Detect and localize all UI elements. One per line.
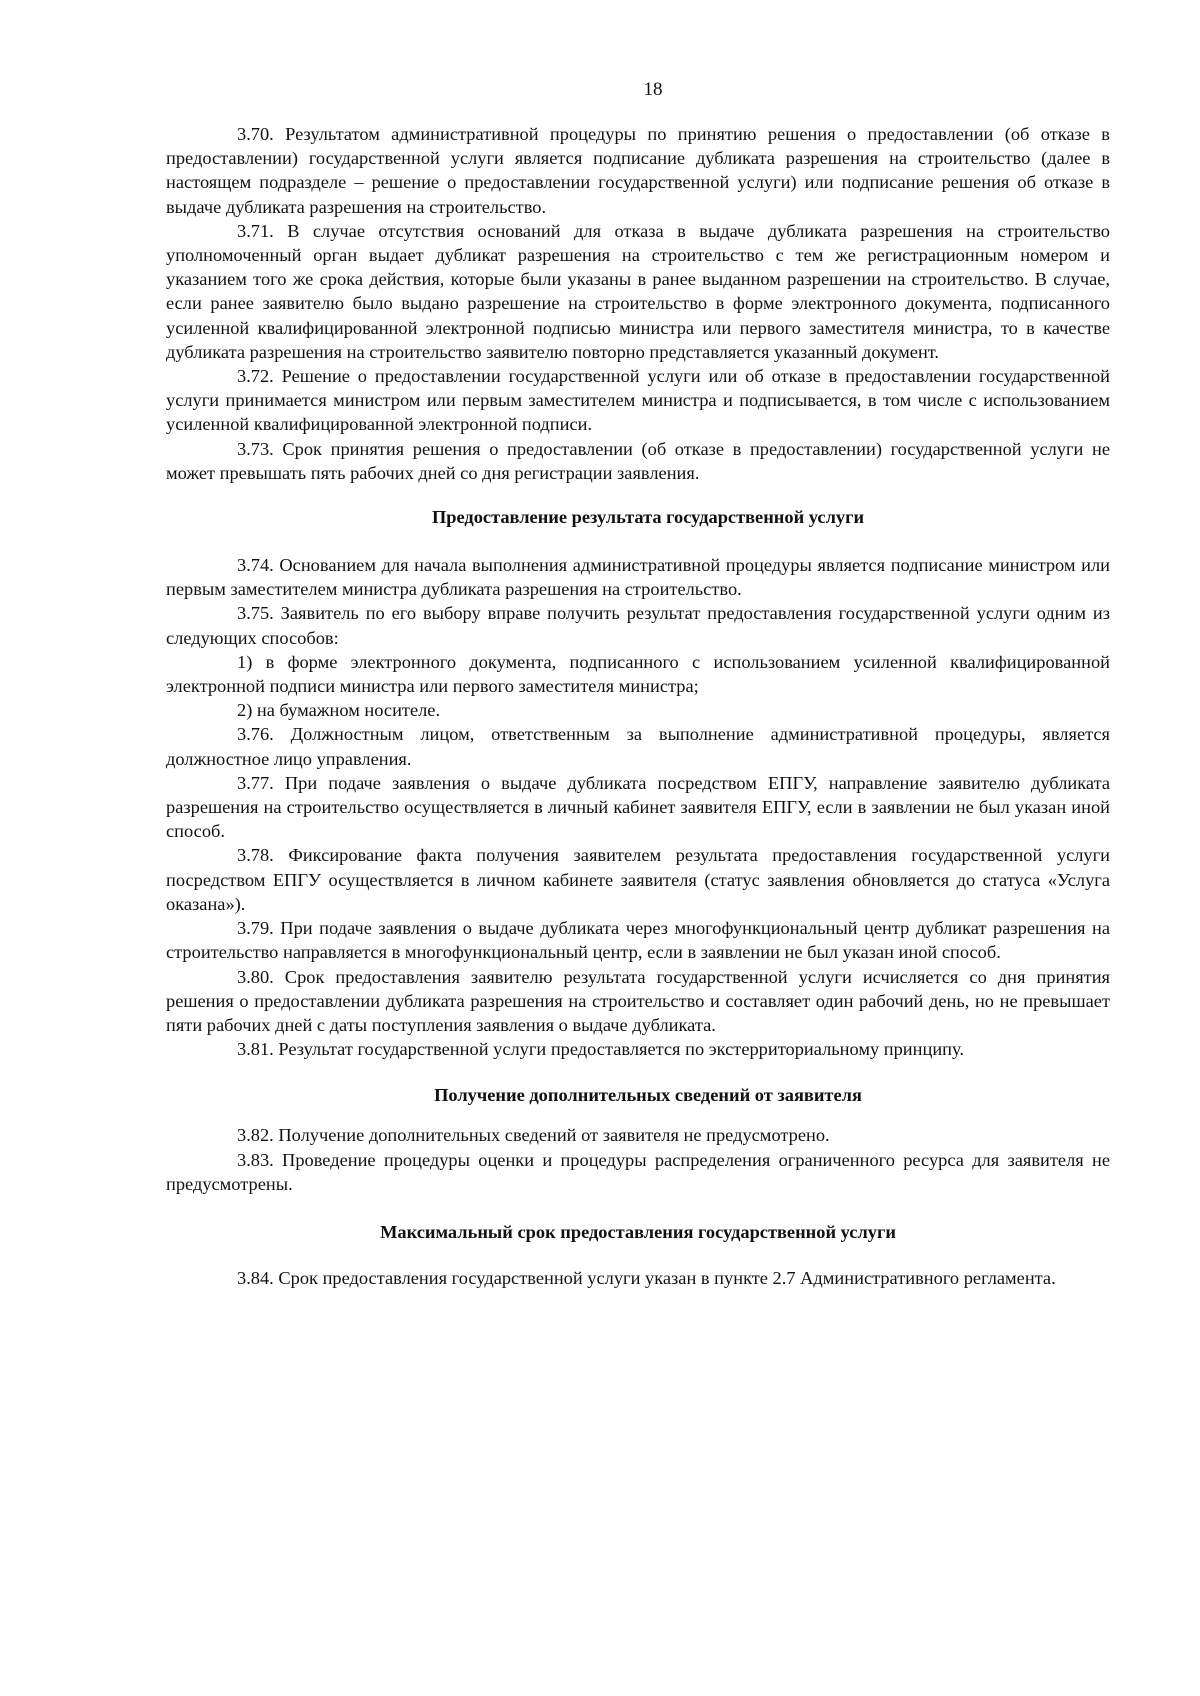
paragraph-3-72: 3.72. Решение о предоставлении государственной услуги или об отказе в предоставлении государственной услуги принимается министром или первым заместителем министра и подписывается, в том числе с использованием усиленной квалифицированной электронной подписи. bbox=[166, 366, 1110, 435]
paragraph-3-78: 3.78. Фиксирование факта получения заявителем результата предоставления государственной услуги посредством ЕПГУ осуществляется в личном кабинете заявителя (статус заявления обновляется до статуса «Услуга оказана»). bbox=[166, 845, 1110, 914]
paragraph-3-80: 3.80. Срок предоставления заявителю результата государственной услуги исчисляется со дня принятия решения о предоставлении дубликата разрешения на строительство и составляет один рабочий день, но не превышает пяти рабочих дней с даты поступления заявления о выдаче дубликата. bbox=[166, 966, 1110, 1035]
section-heading-max-term: Максимальный срок предоставления государственной услуги bbox=[380, 1221, 896, 1242]
paragraph-3-73: 3.73. Срок принятия решения о предоставлении (об отказе в предоставлении) государственной услуги не может превышать пять рабочих дней со дня регистрации заявления. bbox=[166, 438, 1110, 483]
paragraph-3-71: 3.71. В случае отсутствия оснований для отказа в выдаче дубликата разрешения на строительство уполномоченный орган выдает дубликат разрешения на строительство с тем же регистрационным номером и указанием того же срока действия, которые были указаны в ранее выданном разрешении на строительство. В случае, если ранее заявителю было выдано разрешение на строительство в форме электронного документа, подписанного усиленной квалифицированной электронной подписью министра или первого заместителя министра, то в качестве дубликата разрешения на строительство заявителю повторно представляется указанный документ. bbox=[166, 220, 1110, 362]
paragraph-3-77: 3.77. При подаче заявления о выдаче дубликата посредством ЕПГУ, направление заявителю дубликата разрешения на строительство осуществляется в личный кабинет заявителя ЕПГУ, если в заявлении не был указан иной способ. bbox=[166, 772, 1110, 842]
list-item-1: 1) в форме электронного документа, подписанного с использованием усиленной квалифицированной электронной подписи министра или первого заместителя министра; bbox=[166, 651, 1110, 697]
paragraph-3-70: 3.70. Результатом административной процедуры по принятию решения о предоставлении (об отказе в предоставлении) государственной услуги является подписание дубликата разрешения на строительство (далее в настоящем подразделе – решение о предоставлении государственной услуги) или подписание решения об отказе в выдаче дубликата разрешения на строительство. bbox=[166, 124, 1110, 217]
paragraph-3-76: 3.76. Должностным лицом, ответственным за выполнение административной процедуры, является должностное лицо управления. bbox=[166, 724, 1110, 769]
paragraph-3-75: 3.75. Заявитель по его выбору вправе получить результат предоставления государственной услуги одним из следующих способов: bbox=[166, 603, 1110, 648]
section-heading-additional-info: Получение дополнительных сведений от заявителя bbox=[434, 1085, 862, 1106]
section-heading-result-provision: Предоставление результата государственной услуги bbox=[431, 507, 865, 528]
paragraph-3-83: 3.83. Проведение процедуры оценки и процедуры распределения ограниченного ресурса для заявителя не предусмотрены. bbox=[166, 1149, 1110, 1194]
paragraph-3-81: 3.81. Результат государственной услуги предоставляется по экстерриториальному принципу. bbox=[237, 1039, 964, 1060]
page-number: 18 bbox=[643, 79, 663, 100]
paragraph-3-84: 3.84. Срок предоставления государственной услуги указан в пункте 2.7 Административного регламента. bbox=[237, 1267, 1056, 1288]
paragraph-3-74: 3.74. Основанием для начала выполнения административной процедуры является подписание министром или первым заместителем министра дубликата разрешения на строительство. bbox=[166, 555, 1110, 600]
paragraph-3-79: 3.79. При подаче заявления о выдаче дубликата через многофункциональный центр дубликат разрешения на строительство направляется в многофункциональный центр, если в заявлении не был указан иной способ. bbox=[166, 918, 1110, 963]
list-item-2: 2) на бумажном носителе. bbox=[237, 700, 441, 721]
paragraph-3-82: 3.82. Получение дополнительных сведений от заявителя не предусмотрено. bbox=[237, 1125, 830, 1146]
